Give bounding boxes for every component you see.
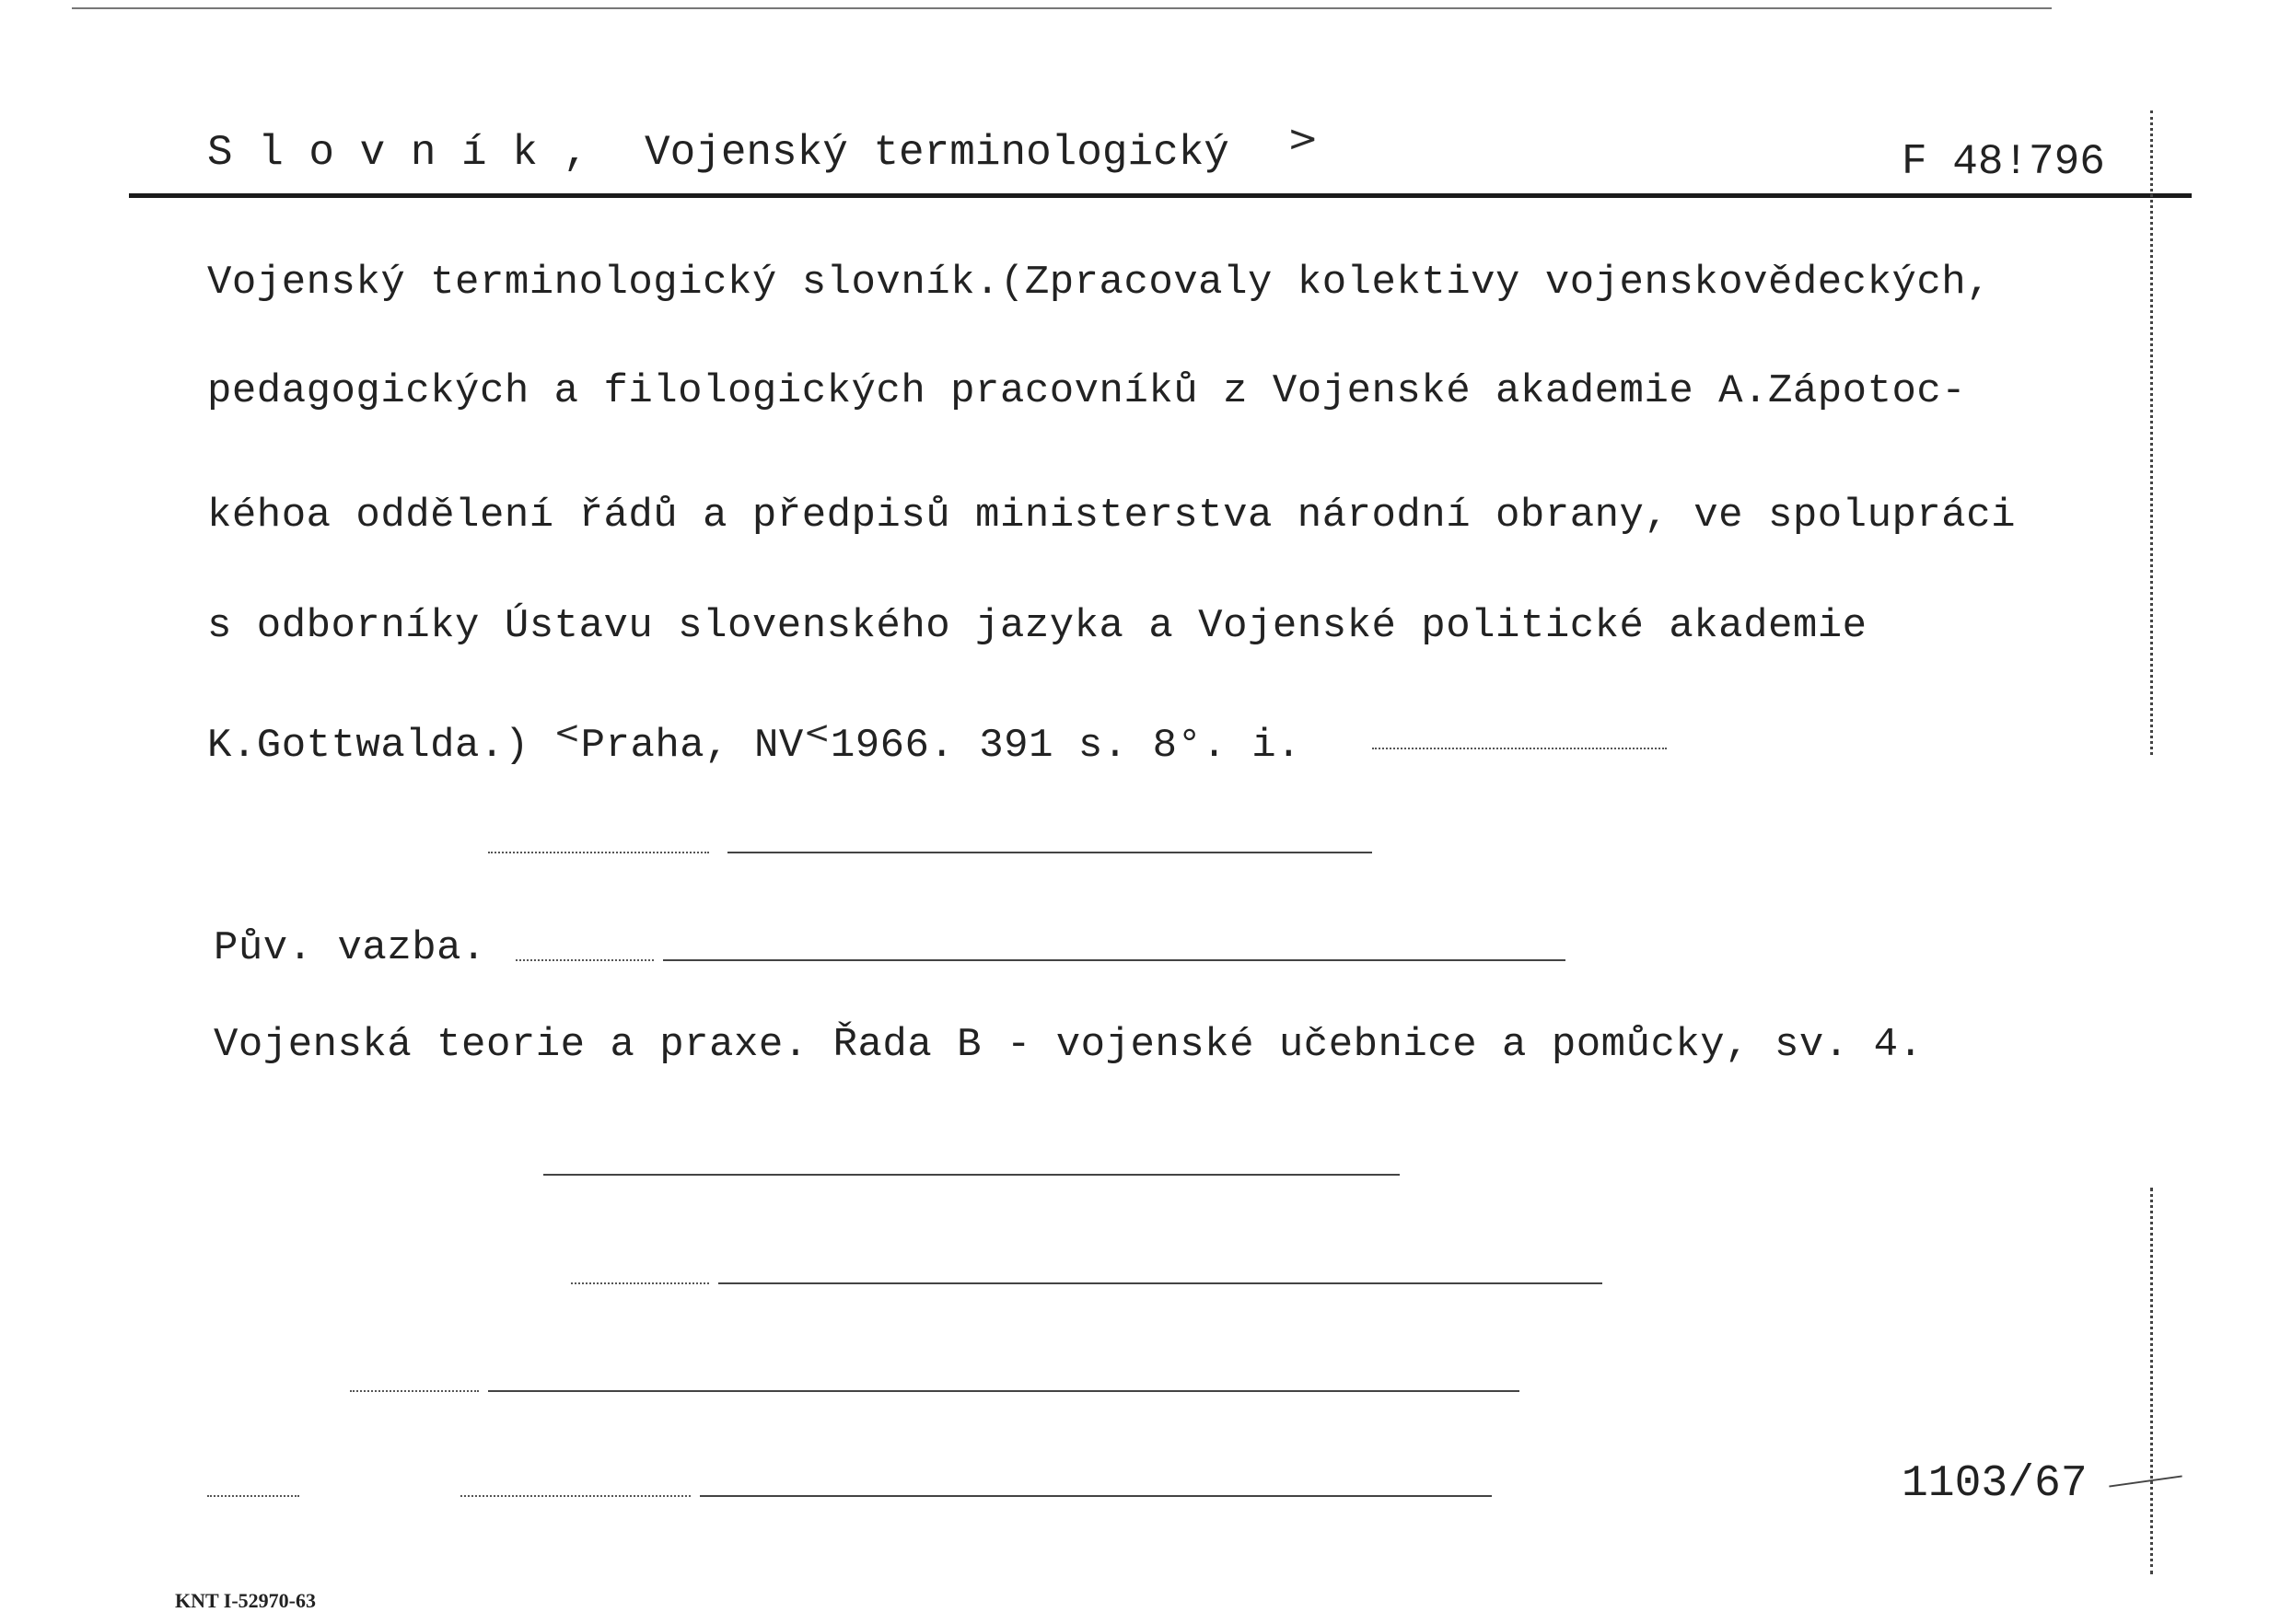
empty-dots-4b [207, 1495, 299, 1497]
filler-line-1 [727, 852, 1372, 853]
entry-line-2: pedagogických a filologických pracovníků z Vojenské akademie A.Zápotoc- [207, 368, 1967, 414]
imprint-publisher: NV [754, 723, 804, 769]
handwritten-open-mark: < [553, 714, 581, 751]
imprint-year: 1966. [830, 723, 955, 769]
heading-title-spaced: S l o v n í k , [207, 129, 589, 177]
entry-line-4: s odborníky Ústavu slovenského jazyka a Vojenské politické akademie [207, 603, 1868, 649]
empty-line-4 [700, 1495, 1492, 1497]
header-rule [129, 193, 2192, 198]
series-note: Vojenská teorie a praxe. Řada B - vojenské učebnice a pomůcky, sv. 4. [214, 1022, 1924, 1068]
filler-dots-1 [488, 852, 709, 853]
top-edge-rule [72, 7, 2052, 9]
empty-line-2 [718, 1282, 1602, 1284]
edge-perforation-lower [2150, 1188, 2153, 1574]
imprint-place: Praha, [580, 723, 730, 769]
empty-dots-4 [460, 1495, 691, 1497]
imprint-ill: i. [1251, 723, 1302, 769]
printer-mark: KNT I-52970-63 [175, 1589, 316, 1612]
empty-line-1 [543, 1174, 1400, 1176]
edge-perforation-upper [2150, 110, 2153, 755]
fill-dots-imprint [1372, 748, 1667, 749]
imprint-pages: 391 s. [979, 723, 1128, 769]
binding-fill-line [663, 959, 1565, 961]
shelf-mark: F 48!796 [1902, 138, 2105, 186]
empty-dots-2 [571, 1282, 709, 1284]
author-end: K.Gottwalda.) [207, 723, 529, 769]
handwritten-bracket-mark: > [1287, 118, 1319, 160]
empty-line-3 [488, 1390, 1519, 1392]
imprint-format: 8°. [1152, 723, 1228, 769]
binding-note: Pův. vazba. [214, 925, 486, 971]
binding-fill-dots [516, 959, 654, 961]
imprint-line [207, 714, 1302, 769]
entry-line-3: kéhoa oddělení řádů a předpisů ministerstva národní obrany, ve spolupráci [207, 493, 2017, 539]
handwritten-open-mark-2: < [803, 714, 831, 751]
empty-dots-3 [350, 1390, 479, 1392]
entry-line-1: Vojenský terminologický slovník.(Zpracovaly kolektivy vojenskovědeckých, [207, 260, 1992, 306]
heading-title-rest: Vojenský terminologický [645, 129, 1229, 177]
accession-tick [2109, 1475, 2182, 1487]
accession-number: 1103/67 [1902, 1459, 2088, 1509]
